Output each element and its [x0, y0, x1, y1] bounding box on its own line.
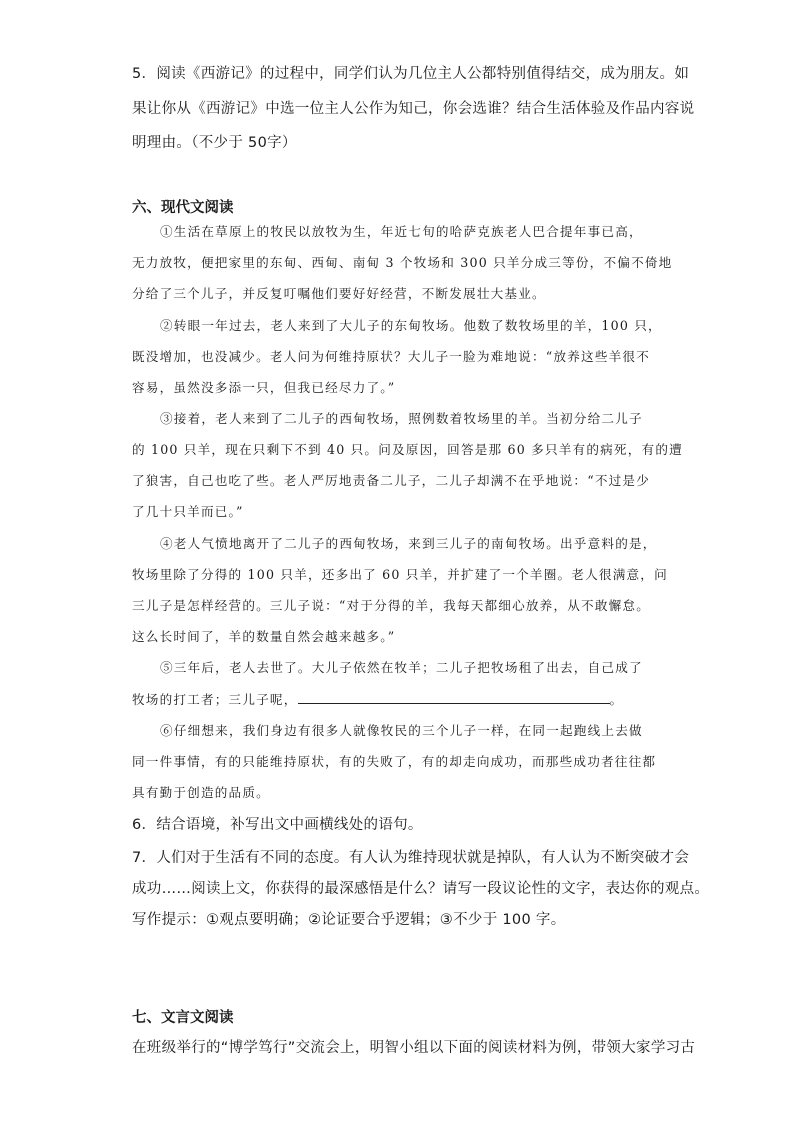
fill-in-blank[interactable]	[298, 689, 610, 704]
section-7-line-1: 在班级举行的“博学笃行”交流会上，明智小组以下面的阅读材料为例，带领大家学习古	[132, 1040, 696, 1056]
section-7-heading: 七、文言文阅读	[132, 1010, 234, 1026]
question-5-line-2: 果让你从《西游记》中选一位主人公作为知己，你会选谁？结合生活体验及作品内容说	[132, 101, 695, 117]
passage-p4-line-4: 这么长时间了，羊的数量自然会越来越多。”	[132, 629, 396, 644]
passage-p6-line-1: ⑥仔细想来，我们身边有很多人就像牧民的三个儿子一样，在同一起跑线上去做	[160, 723, 643, 738]
passage-p5-line-2	[132, 689, 623, 710]
passage-p5-line-1: ⑤三年后，老人去世了。大儿子依然在牧羊；二儿子把牧场租了出去，自己成了	[160, 660, 643, 675]
passage-p4-line-1: ④老人气愤地离开了二儿子的西甸牧场，来到三儿子的南甸牧场。出乎意料的是，	[160, 536, 657, 551]
passage-p1-line-2: 无力放牧，便把家里的东甸、西甸、南甸 3 个牧场和 300 只羊分成三等份，不偏不倚地	[132, 255, 673, 270]
question-7-line-2: 成功……阅读上文，你获得的最深感悟是什么？请写一段议论性的文字，表达你的观点。	[132, 881, 710, 897]
passage-p6-line-3: 具有勤于创造的品质。	[132, 785, 270, 800]
passage-p3-line-4: 了几十只羊而已。”	[132, 504, 244, 519]
passage-p2-line-2: 既没增加，也没减少。老人问为何维持原状？大儿子一脸为难地说：“放养这些羊很不	[132, 349, 651, 364]
passage-p5-line-2-text: 牧场的打工者；三儿子呢，	[132, 692, 298, 707]
question-6: 6．结合语境，补写出文中画横线处的语句。	[132, 817, 423, 833]
section-6-heading: 六、现代文阅读	[132, 200, 234, 216]
passage-p6-line-2: 同一件事情，有的只能维持原状，有的失败了，有的却走向成功，而那些成功者往往都	[132, 754, 657, 769]
passage-p5-period: 。	[609, 692, 624, 707]
passage-p4-line-3: 三儿子是怎样经营的。三儿子说：“对于分得的羊，我每天都细心放养，从不敢懈怠。	[132, 598, 651, 613]
question-5-line-1: 5．阅读《西游记》的过程中，同学们认为几位主人公都特别值得结交，成为朋友。如	[132, 66, 690, 82]
question-7-line-1: 7．人们对于生活有不同的态度。有人认为维持现状就是掉队，有人认为不断突破才会	[132, 850, 690, 866]
passage-p4-line-2: 牧场里除了分得的 100 只羊，还多出了 60 只羊，并扩建了一个羊圈。老人很满意，问	[132, 567, 668, 582]
passage-p1-line-3: 分给了三个儿子，并反复叮嘱他们要好好经营，不断发展壮大基业。	[132, 286, 546, 301]
question-7-line-3: 写作提示：①观点要明确；②论证要合乎逻辑；③不少于 100 字。	[132, 912, 566, 928]
passage-p1-line-1: ①生活在草原上的牧民以放牧为生，年近七旬的哈萨克族老人巴合提年事已高，	[160, 224, 643, 239]
passage-p3-line-3: 了狼害，自己也吃了些。老人严厉地责备二儿子，二儿子却满不在乎地说：“不过是少	[132, 473, 651, 488]
passage-p2-line-1: ②转眼一年过去，老人来到了大儿子的东甸牧场。他数了数牧场里的羊，100 只，	[160, 318, 662, 333]
passage-p3-line-2: 的 100 只羊，现在只剩下不到 40 只。问及原因，回答是那 60 多只羊有的病死，有的遭	[132, 442, 683, 457]
question-5-line-3: 明理由。（不少于 50字）	[132, 135, 297, 151]
passage-p2-line-3: 容易，虽然没多添一只，但我已经尽力了。”	[132, 380, 396, 395]
passage-p3-line-1: ③接着，老人来到了二儿子的西甸牧场，照例数着牧场里的羊。当初分给二儿子	[160, 411, 643, 426]
